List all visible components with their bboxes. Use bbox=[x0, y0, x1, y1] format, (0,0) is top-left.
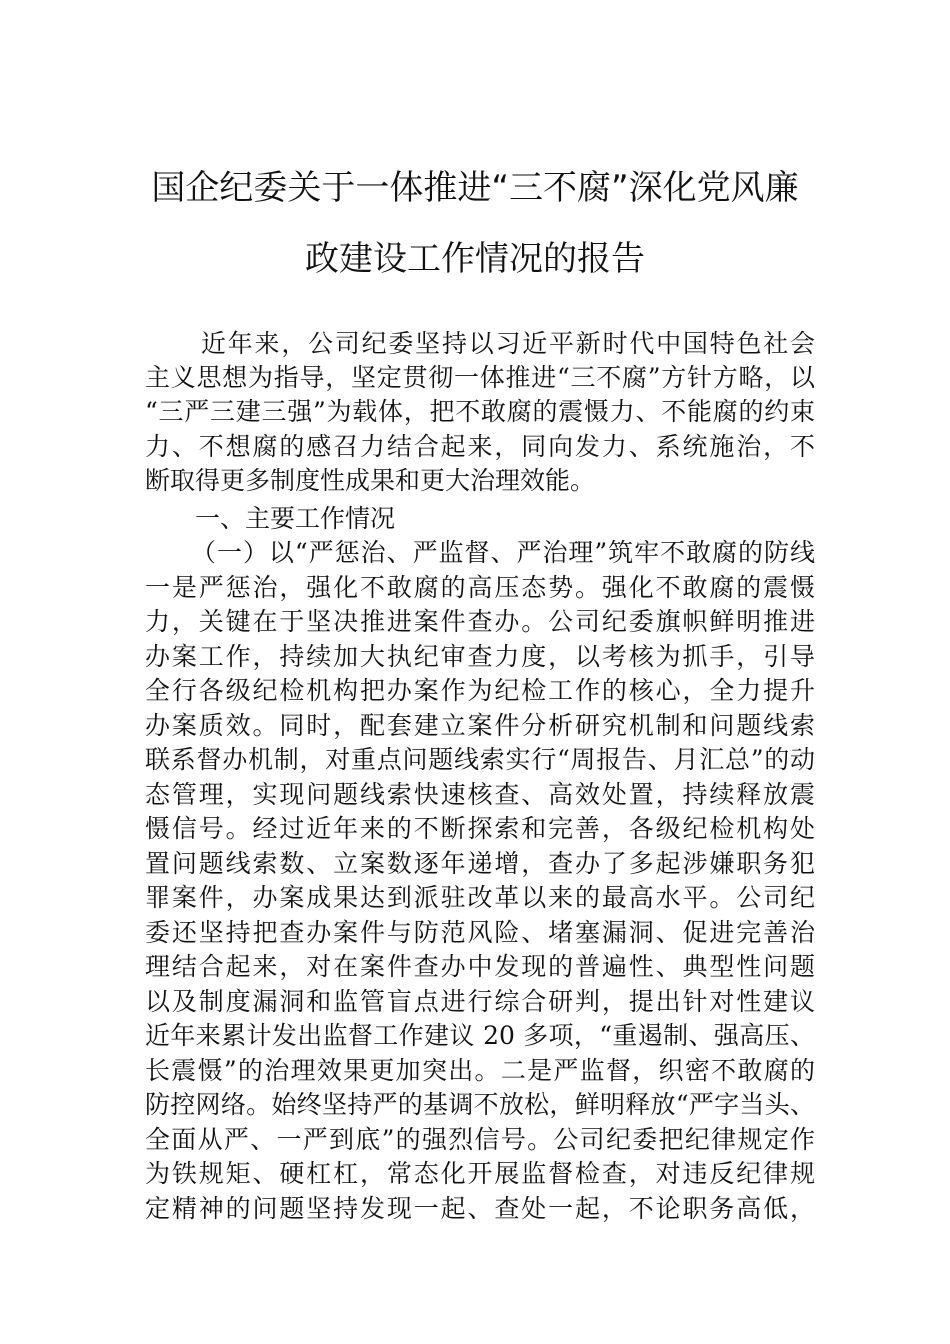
body-line: 近年来累计发出监督工作建议 20 多项，“重遏制、强高压、 bbox=[145, 1021, 815, 1050]
body-line: 近年来，公司纪委坚持以习近平新时代中国特色社会 bbox=[201, 329, 815, 358]
document-title-line-2: 政建设工作情况的报告 bbox=[305, 239, 645, 279]
body-line: 办案质效。同时，配套建立案件分析研究机制和问题线索 bbox=[145, 711, 815, 740]
body-line: 防控网络。始终坚持严的基调不放松，鲜明释放“严字当头、 bbox=[145, 1090, 815, 1119]
body-line: 为铁规矩、硬杠杠，常态化开展监督检查，对违反纪律规 bbox=[145, 1159, 815, 1188]
body-line: 罪案件，办案成果达到派驻改革以来的最高水平。公司纪 bbox=[145, 883, 815, 912]
body-line: 理结合起来，对在案件查办中发现的普遍性、典型性问题 bbox=[145, 952, 815, 981]
body-line: “三严三建三强”为载体，把不敢腐的震慑力、不能腐的约束 bbox=[145, 397, 815, 426]
body-line: 断取得更多制度性成果和更大治理效能。 bbox=[145, 466, 596, 495]
body-line: 一是严惩治，强化不敢腐的高压态势。强化不敢腐的震慑 bbox=[145, 573, 815, 602]
body-line: 态管理，实现问题线索快速核查、高效处置，持续释放震 bbox=[145, 780, 815, 809]
body-line: 以及制度漏洞和监管盲点进行综合研判，提出针对性建议 bbox=[145, 987, 815, 1016]
body-line: 联系督办机制，对重点问题线索实行“周报告、月汇总”的动 bbox=[145, 745, 815, 774]
section-heading: 一、主要工作情况 bbox=[195, 504, 396, 533]
body-line: 委还坚持把查办案件与防范风险、堵塞漏洞、促进完善治 bbox=[145, 918, 815, 947]
body-line: 力、不想腐的感召力结合起来，同向发力、系统施治，不 bbox=[145, 432, 815, 461]
document-title-line-1: 国企纪委关于一体推进“三不腐”深化党风廉 bbox=[151, 168, 799, 208]
body-line: 全行各级纪检机构把办案作为纪检工作的核心，全力提升 bbox=[145, 676, 815, 705]
body-line: 长震慑”的治理效果更加突出。二是严监督，织密不敢腐的 bbox=[145, 1056, 815, 1085]
body-line: 置问题线索数、立案数逐年递增，查办了多起涉嫌职务犯 bbox=[145, 849, 815, 878]
body-line: 全面从严、一严到底”的强烈信号。公司纪委把纪律规定作 bbox=[145, 1125, 815, 1154]
body-line: 定精神的问题坚持发现一起、查处一起，不论职务高低， bbox=[145, 1194, 815, 1223]
body-line: 主义思想为指导，坚定贯彻一体推进“三不腐”方针方略，以 bbox=[145, 363, 815, 392]
subsection-heading: （一）以“严惩治、严监督、严治理”筑牢不敢腐的防线 bbox=[191, 538, 815, 567]
body-line: 慑信号。经过近年来的不断探索和完善，各级纪检机构处 bbox=[145, 814, 815, 843]
body-line: 办案工作，持续加大执纪审查力度，以考核为抓手，引导 bbox=[145, 642, 815, 671]
body-line: 力，关键在于坚决推进案件查办。公司纪委旗帜鲜明推进 bbox=[145, 607, 815, 636]
